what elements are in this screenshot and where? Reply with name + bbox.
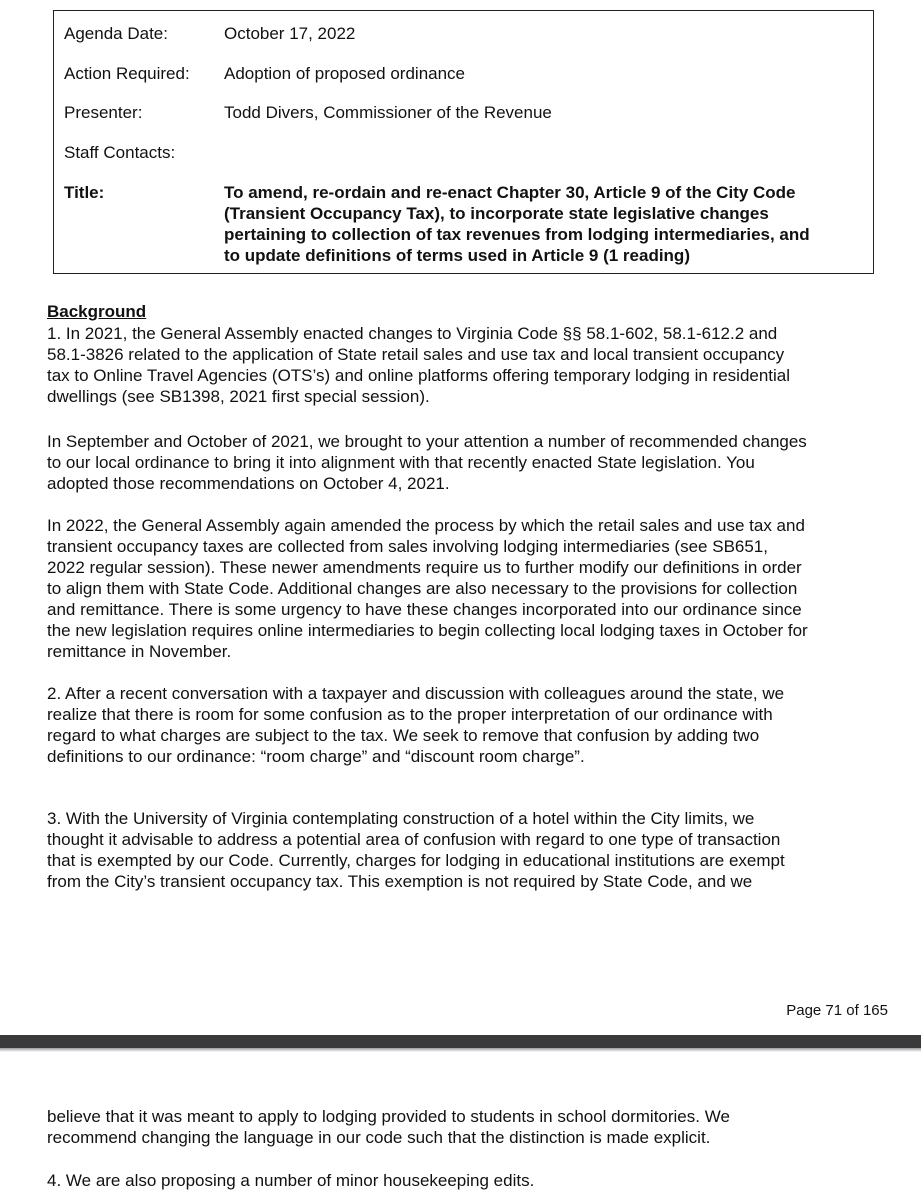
presenter-value: Todd Divers, Commissioner of the Revenue xyxy=(224,103,552,122)
text-line: remittance in November. xyxy=(47,642,232,661)
background-heading: Background xyxy=(47,302,147,321)
text-line: recommend changing the language in our code such that the distinction is made explicit. xyxy=(47,1128,711,1147)
text-line: 2. After a recent conversation with a taxpayer and discussion with colleagues around the state, we xyxy=(47,684,785,703)
title-line: pertaining to collection of tax revenues from lodging intermediaries, and xyxy=(224,225,810,244)
text-line: 4. We are also proposing a number of minor housekeeping edits. xyxy=(47,1171,535,1190)
next-document-page xyxy=(0,1052,921,1200)
paragraph-2 xyxy=(47,431,887,494)
text-line: 58.1-3826 related to the application of State retail sales and use tax and local transient occupancy xyxy=(47,345,785,364)
presenter-label: Presenter: xyxy=(64,103,143,122)
title-line: (Transient Occupancy Tax), to incorporate state legislative changes xyxy=(224,204,769,223)
page-number: Page 71 of 165 xyxy=(786,1002,888,1019)
agenda-date-label: Agenda Date: xyxy=(64,24,168,43)
page-divider xyxy=(0,1035,921,1048)
title-line: to update definitions of terms used in Article 9 (1 reading) xyxy=(224,246,690,265)
text-line: 1. In 2021, the General Assembly enacted changes to Virginia Code §§ 58.1-602, 58.1-612.2 and xyxy=(47,324,778,343)
paragraph-1 xyxy=(47,323,887,407)
next-page-paragraph-1 xyxy=(47,1106,887,1148)
text-line: adopted those recommendations on October 4, 2021. xyxy=(47,474,450,493)
text-line: the new legislation requires online intermediaries to begin collecting local lodging taxes in October for xyxy=(47,621,808,640)
text-line: dwellings (see SB1398, 2021 first special session). xyxy=(47,387,430,406)
text-line: In 2022, the General Assembly again amended the process by which the retail sales and use tax and xyxy=(47,516,805,535)
text-line: believe that it was meant to apply to lodging provided to students in school dormitories. We xyxy=(47,1107,730,1126)
action-required-value: Adoption of proposed ordinance xyxy=(224,64,466,83)
text-line: 2022 regular session). These newer amendments require us to further modify our definitions in order xyxy=(47,558,802,577)
paragraph-5 xyxy=(47,808,887,892)
text-line: transient occupancy taxes are collected from sales involving lodging intermediaries (see SB651, xyxy=(47,537,768,556)
text-line: 3. With the University of Virginia contemplating construction of a hotel within the City limits, we xyxy=(47,809,755,828)
text-line: definitions to our ordinance: “room charge” and “discount room charge”. xyxy=(47,747,585,766)
agenda-date-value: October 17, 2022 xyxy=(224,24,356,43)
staff-contacts-label: Staff Contacts: xyxy=(64,143,176,162)
text-line: to our local ordinance to bring it into alignment with that recently enacted State legislation. You xyxy=(47,453,755,472)
text-line: thought it advisable to address a potential area of confusion with regard to one type of transaction xyxy=(47,830,781,849)
title-label: Title: xyxy=(64,183,105,202)
action-required-label: Action Required: xyxy=(64,64,190,83)
next-page-paragraph-2 xyxy=(47,1170,887,1191)
text-line: In September and October of 2021, we brought to your attention a number of recommended changes xyxy=(47,432,807,451)
text-line: to align them with State Code. Additional changes are also necessary to the provisions for collection xyxy=(47,579,798,598)
title-line: To amend, re-ordain and re-enact Chapter 30, Article 9 of the City Code xyxy=(224,183,796,202)
title-value xyxy=(224,182,864,266)
text-line: tax to Online Travel Agencies (OTS’s) and online platforms offering temporary lodging in residential xyxy=(47,366,791,385)
text-line: from the City’s transient occupancy tax. This exemption is not required by State Code, and we xyxy=(47,872,753,891)
paragraph-4 xyxy=(47,683,887,767)
agenda-info-box xyxy=(53,10,874,274)
text-line: that is exempted by our Code. Currently, charges for lodging in educational institutions are exempt xyxy=(47,851,785,870)
text-line: realize that there is room for some confusion as to the proper interpretation of our ordinance with xyxy=(47,705,773,724)
text-line: regard to what charges are subject to the tax. We seek to remove that confusion by adding two xyxy=(47,726,760,745)
text-line: and remittance. There is some urgency to have these changes incorporated into our ordinance since xyxy=(47,600,802,619)
paragraph-3 xyxy=(47,515,887,662)
